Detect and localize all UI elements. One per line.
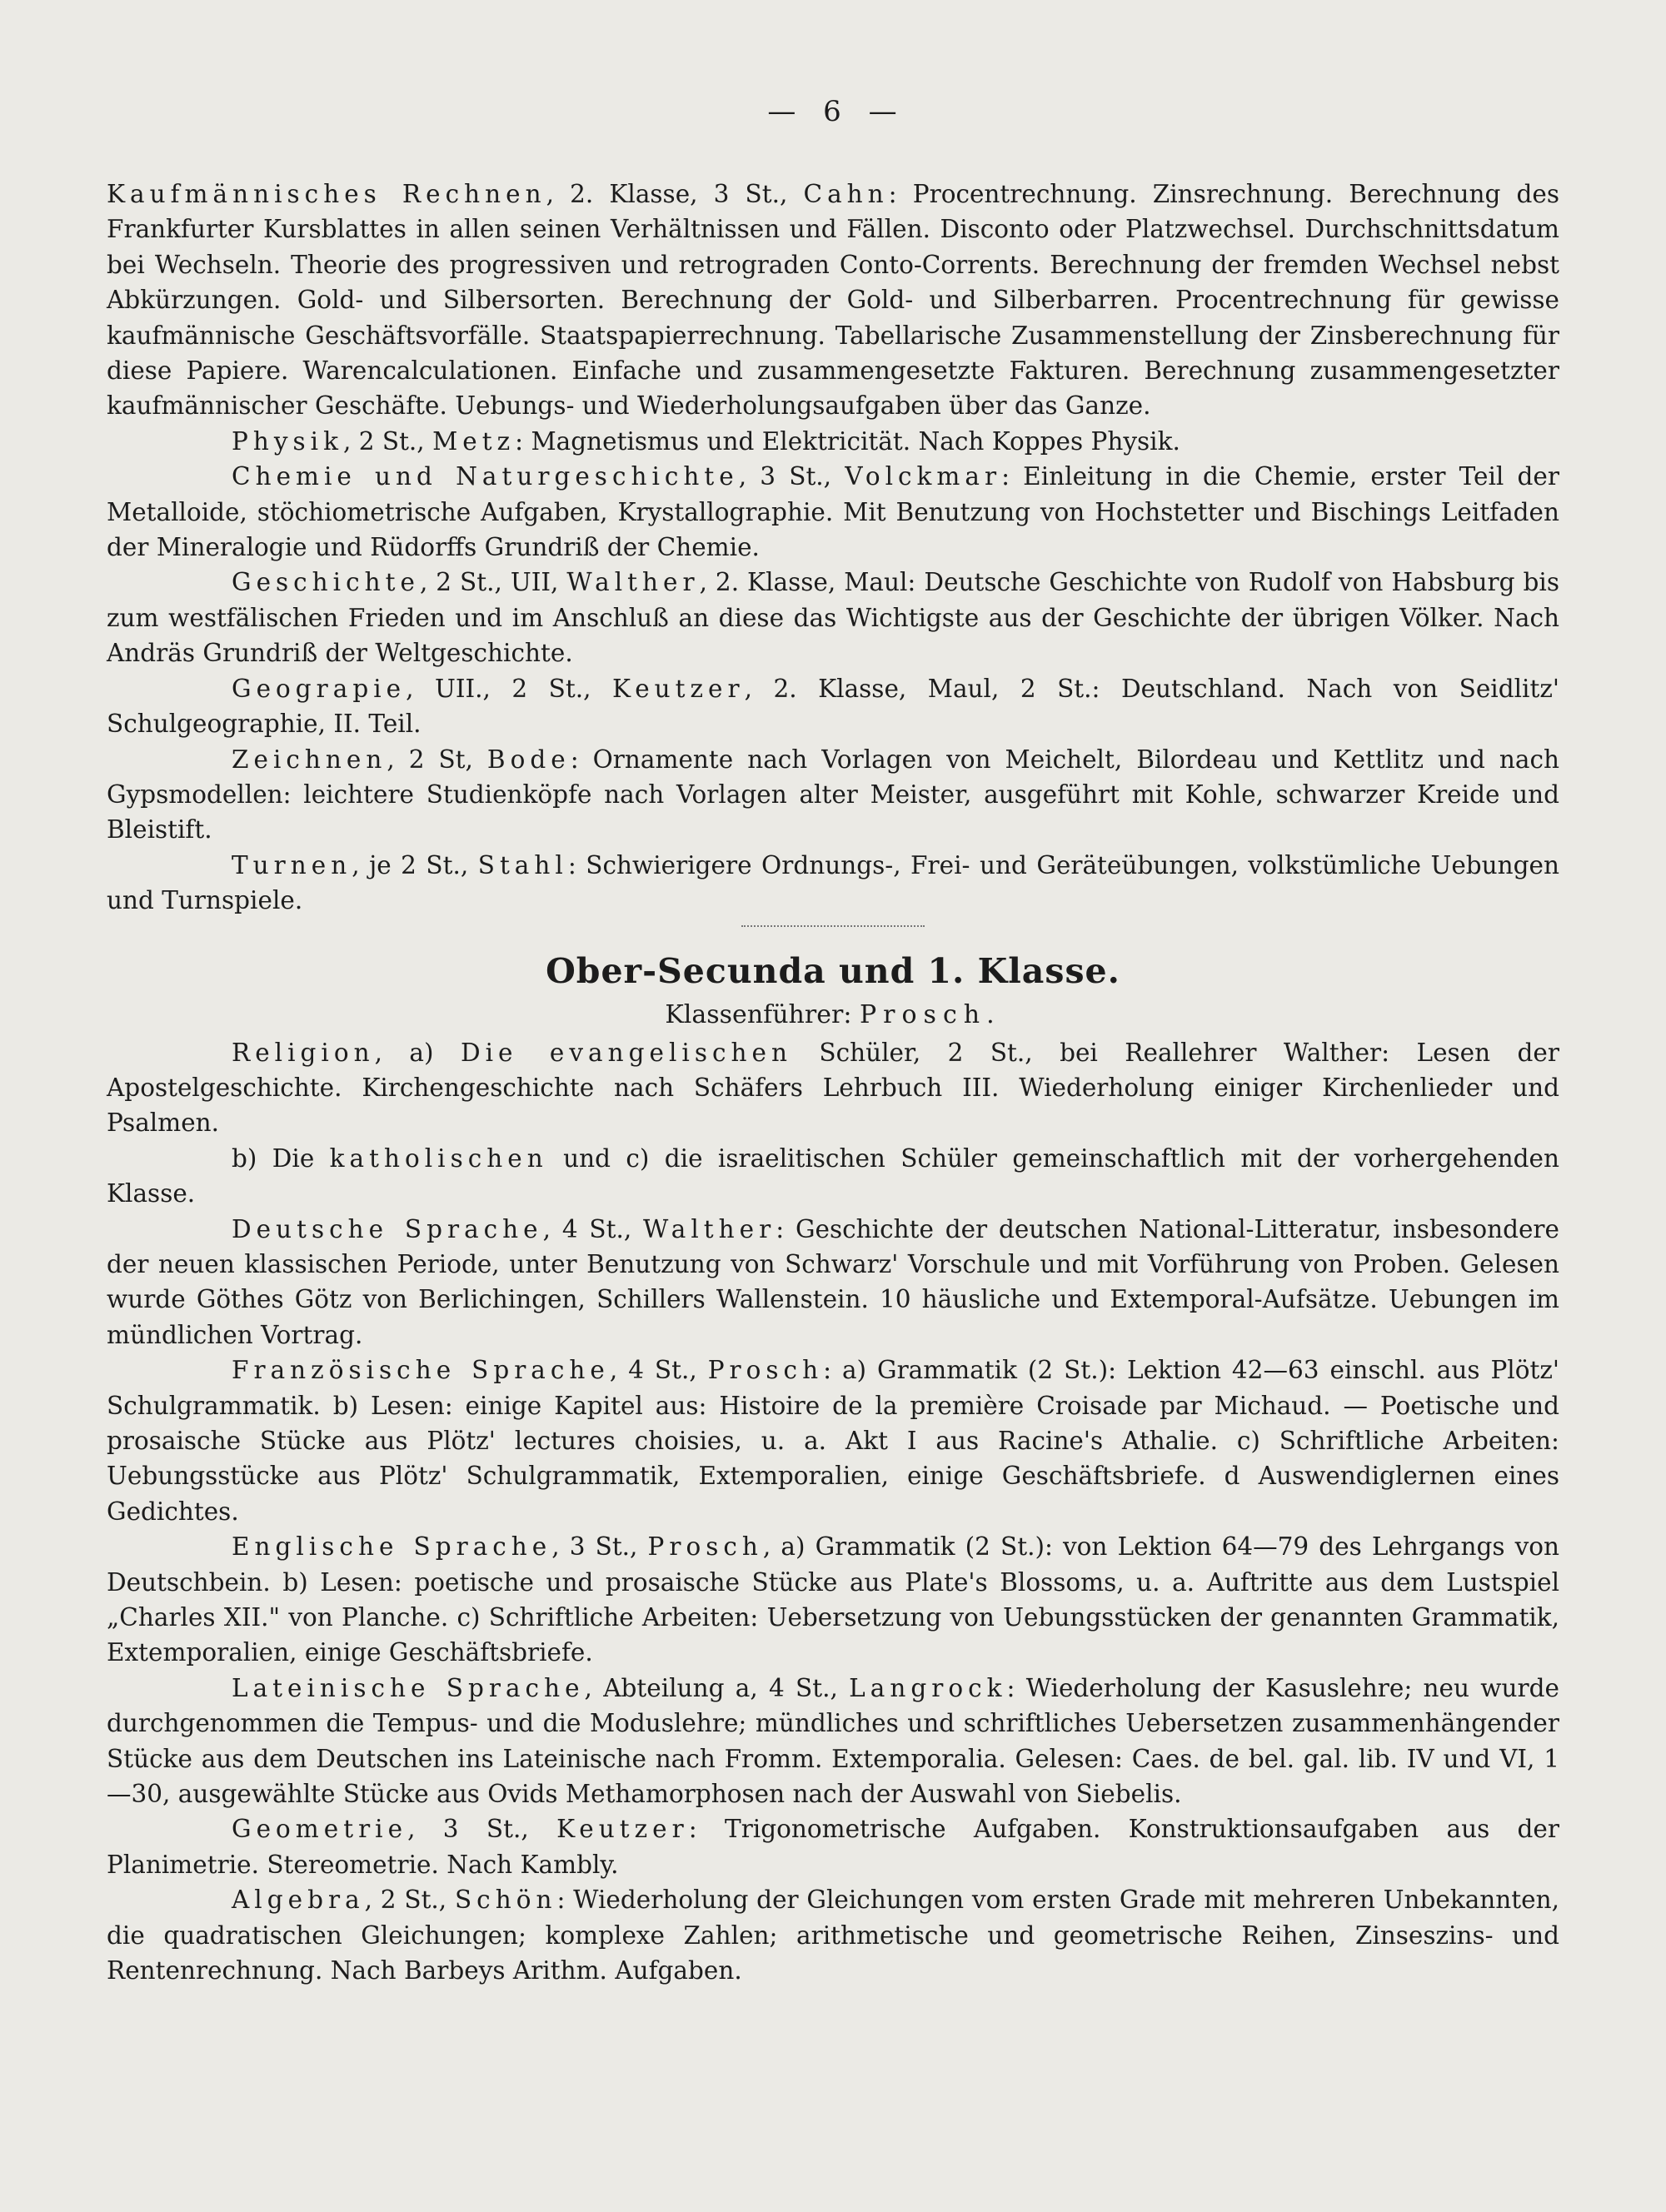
teacher-name: Prosch [707, 1356, 824, 1385]
subject-meta: , 2 St., UII, [419, 568, 567, 597]
subject-name: Turnen [232, 850, 352, 879]
subject-name: Chemie und Naturgeschichte [232, 462, 739, 491]
paragraph-lateinische-sprache [107, 1671, 1559, 1812]
paragraph-body: , a) Grammatik (2 St.): von Lektion 64—79 des Lehrgangs von Deutschbein. b) Lesen: poetische und prosaische Stücke aus Plate's Blossoms, u. a. Auftritte aus dem Lustspiel „Charles XII." von Planche. c) Schriftliche Arbeiten: Uebersetzung von Uebungsstücken der genannten Grammatik, Extemporalien, einige Geschäftsbriefe. [107, 1532, 1559, 1667]
subject-name: Lateinische Sprache [232, 1673, 585, 1702]
subject-name: Französische Sprache [232, 1356, 610, 1385]
paragraph-body: : Geschichte der deutschen National-Litteratur, insbesondere der neuen klassischen Periode, unter Benutzung von Schwarz' Vorschule und mit Vorführung von Proben. Gelesen wurde Göthes Götz von Berlichingen, Schillers Wallenstein. 10 häusliche und Extemporal-Aufsätze. Uebungen im mündlichen Vortrag. [107, 1214, 1559, 1349]
paragraph-religion-b [107, 1141, 1559, 1212]
top-section [107, 177, 1559, 919]
subject-name: Geograpie [232, 674, 407, 703]
section-heading: Ober-Secunda und 1. Klasse. [546, 950, 1120, 991]
teacher-name: Schön [454, 1886, 557, 1915]
section-divider [741, 925, 925, 927]
subject-name: Geschichte [232, 568, 420, 597]
subject-name: Zeichnen [232, 745, 387, 774]
subject-meta: , 4 St., [542, 1214, 644, 1243]
paragraph-zeichnen [107, 742, 1559, 848]
paragraph-chemie [107, 459, 1559, 565]
teacher-name: Cahn [803, 180, 889, 208]
subject-meta: , 2 St., [364, 1886, 455, 1915]
teacher-name: Metz [432, 426, 516, 456]
subject-name: Deutsche Sprache [232, 1214, 543, 1243]
teacher-name: katholischen [329, 1143, 548, 1173]
teacher-name: Keutzer [556, 1815, 689, 1844]
paragraph-body: : Trigonometrische Aufgaben. Konstruktionsaufgaben aus der Planimetrie. Stereometrie. Nach Kambly. [107, 1815, 1559, 1879]
class-leader-label: Klassenführer: [665, 999, 860, 1029]
paragraph-turnen [107, 848, 1559, 919]
subject-meta: , 3 St., [407, 1815, 557, 1844]
paragraph-geographie [107, 671, 1559, 742]
subject-meta: , 4 St., [609, 1356, 708, 1385]
teacher-name: Keutzer [611, 674, 745, 703]
page-number: 6 [823, 95, 843, 128]
subject-meta: , 3 St., [738, 462, 845, 491]
subject-name: Physik [232, 426, 343, 456]
subject-name: Englische Sprache [232, 1532, 552, 1562]
subject-meta: , UII., 2 St., [406, 674, 612, 703]
paragraph-body: : Ornamente nach Vorlagen von Meichelt, Bilordeau und Kettlitz und nach Gypsmodellen: leichtere Studienköpfe nach Vorlagen alter Meister, ausgeführt mit Kohle, schwarzer Kreide und Bleistift. [107, 745, 1560, 844]
paragraph-body: : Wiederholung der Gleichungen vom ersten Grade mit mehreren Unbekannten, die quadratischen Gleichungen; komplexe Zahlen; arithmetische und geometrische Reihen, Zinseszins- und Rentenrechnung. Nach Barbeys Arithm. Aufgaben. [107, 1886, 1559, 1985]
paragraph-algebra [107, 1882, 1559, 1988]
paragraph-deutsche-sprache [107, 1212, 1559, 1353]
paragraph-body: und c) die israelitischen Schüler gemeinschaftlich mit der vorhergehenden Klasse. [107, 1143, 1559, 1208]
subject-name: Geometrie [232, 1815, 408, 1844]
paragraph-englische-sprache [107, 1529, 1559, 1671]
paragraph-physik [107, 424, 1559, 459]
teacher-name: Stahl [477, 850, 568, 879]
teacher-name: Walther [566, 568, 700, 597]
page-number-header [107, 93, 1559, 130]
class-leader-line [107, 997, 1559, 1034]
paragraph-body: Schüler, 2 St., bei Reallehrer Walther: Lesen der Apostelgeschichte. Kirchengeschichte nach Schäfers Lehrbuch III. Wiederholung einiger Kirchenlieder und Psalmen. [107, 1038, 1559, 1138]
subject-meta: , 3 St., [551, 1532, 648, 1562]
paragraph-geschichte [107, 565, 1559, 670]
paragraph-body: : Einleitung in die Chemie, erster Teil der Metalloide, stöchiometrische Aufgaben, Krystallographie. Mit Benutzung von Hochstetter und Bischings Leitfaden der Mineralogie und Rüdorffs Grundriß der Chemie. [107, 462, 1559, 562]
subject-name: Kaufmännisches Rechnen [107, 180, 546, 208]
paragraph-body: , 2. Klasse, Maul, 2 St.: Deutschland. Nach von Seidlitz' Schulgeographie, II. Teil. [107, 674, 1559, 739]
paragraph-religion [107, 1035, 1559, 1141]
class-leader-name: Prosch. [859, 999, 1001, 1029]
paragraph-body: , 2. Klasse, Maul: Deutsche Geschichte von Rudolf von Habsburg bis zum westfälischen Frieden und im Anschluß an diese das Wichtigste aus der Geschichte der übrigen Völker. Nach Andräs Grundriß der Weltgeschichte. [107, 568, 1559, 668]
paragraph-body: : Wiederholung der Kasuslehre; neu wurde durchgenommen die Tempus- und die Moduslehre; mündliches und schriftliches Uebersetzen zusammenhängender Stücke aus dem Deutschen ins Lateinische nach Fromm. Extemporalia. Gelesen: Caes. de bel. gal. lib. IV und VI, 1—30, ausgewählte Stücke aus Ovids Methamorphosen nach der Auswahl von Siebelis. [107, 1673, 1559, 1809]
subject-meta: , Abteilung a, 4 St., [584, 1673, 850, 1702]
subject-meta: , 2 St., [342, 426, 433, 456]
paragraph-body: : Schwierigere Ordnungs-, Frei- und Geräteübungen, volkstümliche Uebungen und Turnspiele. [107, 850, 1560, 915]
subject-meta: , 2 St, [387, 745, 487, 774]
subject-name: Algebra [232, 1886, 365, 1915]
paragraph-body: : a) Grammatik (2 St.): Lektion 42—63 einschl. aus Plötz' Schulgrammatik. b) Lesen: einige Kapitel aus: Histoire de la première Croisade par Michaud. — Poetische und prosaische Stücke aus Plötz' lectures choisies, u. a. Akt I aus Racine's Athalie. c) Schriftliche Arbeiten: Uebungsstücke aus Plötz' Schulgrammatik, Extemporalien, einige Geschäftsbriefe. d Auswendiglernen eines Gedichtes. [107, 1356, 1559, 1526]
subject-meta: b) Die [232, 1143, 330, 1173]
teacher-name: Volckmar [845, 462, 1002, 491]
page-number-dash-right: — [868, 95, 899, 128]
teacher-name: Bode [486, 745, 571, 774]
bottom-section [107, 1035, 1559, 1989]
paragraph-kaufmaennisches-rechnen [107, 177, 1559, 424]
paragraph-body: : Magnetismus und Elektricität. Nach Koppes Physik. [515, 426, 1180, 456]
subject-name: Religion [232, 1038, 375, 1067]
teacher-name: Prosch [647, 1532, 763, 1562]
teacher-name: Walther [643, 1214, 776, 1243]
teacher-name: Die evangelischen [460, 1038, 792, 1067]
subject-meta: , je 2 St., [352, 850, 478, 879]
paragraph-franzoesische-sprache [107, 1353, 1559, 1529]
paragraph-geometrie [107, 1811, 1559, 1882]
subject-meta: , 2. Klasse, 3 St., [546, 180, 804, 208]
teacher-name: Langrock [849, 1673, 1007, 1702]
subject-meta: , a) [374, 1038, 461, 1067]
page-number-dash-left: — [767, 95, 798, 128]
paragraph-body: : Procentrechnung. Zinsrechnung. Berechnung des Frankfurter Kursblattes in allen seinen Verhältnissen und Fällen. Disconto oder Platzwechsel. Durchschnittsdatum bei Wechseln. Theorie des progressiven und retrograden Conto-Corrents. Berechnung der fremden Wechsel nebst Abkürzungen. Gold- und Silbersorten. Berechnung der Gold- und Silberbarren. Procentrechnung für gewisse kaufmännische Geschäftsvorfälle. Staatspapierrechnung. Tabellarische Zusammenstellung der Zinsberechnung für diese Papiere. Warencalculationen. Einfache und zusammengesetzte Fakturen. Berechnung zusammengesetzter kaufmännischer Geschäfte. Uebungs- und Wiederholungsaufgaben über das Ganze. [107, 180, 1559, 421]
